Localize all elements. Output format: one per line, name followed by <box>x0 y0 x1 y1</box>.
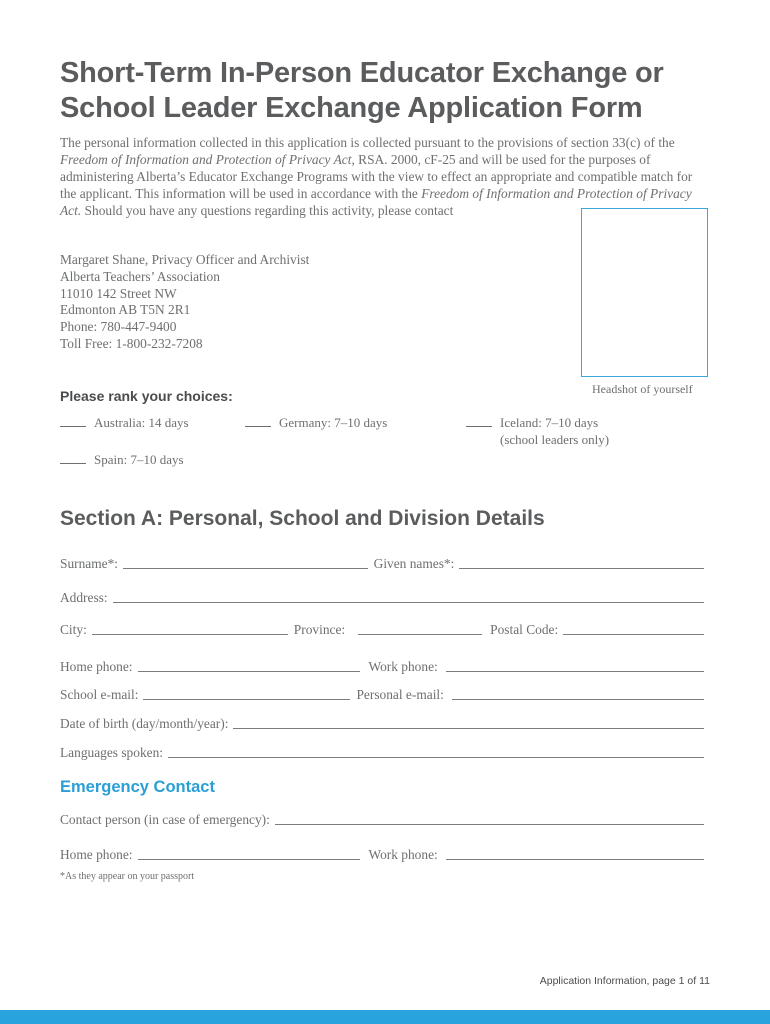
headshot-upload-box[interactable] <box>581 208 708 377</box>
province-label: Province: <box>293 622 346 637</box>
row-emails <box>60 687 704 703</box>
given-names-field[interactable] <box>459 567 704 569</box>
rank-blank-australia[interactable] <box>60 425 86 427</box>
contact-organization: Alberta Teachers’ Association <box>60 268 220 284</box>
postal-code-label: Postal Code: <box>490 622 559 637</box>
contact-phone: Phone: 780-447-9400 <box>60 319 177 335</box>
privacy-notice-text-3: Should you have any questions regarding this activity, please contact <box>81 203 454 218</box>
emergency-contact-heading: Emergency Contact <box>60 778 215 796</box>
contact-tollfree: Toll Free: 1-800-232-7208 <box>60 335 203 351</box>
rank-blank-spain[interactable] <box>60 462 86 464</box>
emergency-home-phone-label: Home phone: <box>60 847 133 862</box>
choice-label-iceland: Iceland: 7–10 days <box>500 415 599 430</box>
surname-field[interactable] <box>123 567 368 569</box>
rank-choices-heading: Please rank your choices: <box>60 388 233 404</box>
rank-blank-germany[interactable] <box>245 425 271 427</box>
page-footer: Application Information, page 1 of 11 <box>539 975 710 987</box>
rank-blank-iceland[interactable] <box>466 425 492 427</box>
choice-germany <box>245 414 387 431</box>
row-languages <box>60 745 704 761</box>
passport-footnote: *As they appear on your passport <box>60 871 195 882</box>
contact-city: Edmonton AB T5N 2R1 <box>60 302 191 318</box>
personal-email-field[interactable] <box>452 698 704 700</box>
choice-spain <box>60 451 184 468</box>
emergency-work-phone-field[interactable] <box>446 858 704 860</box>
postal-code-field[interactable] <box>563 633 704 635</box>
row-phones <box>60 659 704 675</box>
school-email-field[interactable] <box>143 698 350 700</box>
home-phone-field[interactable] <box>138 670 360 672</box>
choice-label-australia: Australia: 14 days <box>94 415 189 430</box>
choice-iceland <box>466 414 609 448</box>
choice-label-germany: Germany: 7–10 days <box>279 415 388 430</box>
row-address <box>60 590 704 606</box>
row-emergency-contact <box>60 812 704 828</box>
city-field[interactable] <box>92 633 288 635</box>
row-surname-given <box>60 556 704 572</box>
contact-name: Margaret Shane, Privacy Officer and Archivist <box>60 252 310 267</box>
personal-email-label: Personal e-mail: <box>356 687 444 702</box>
surname-label: Surname*: <box>60 556 119 571</box>
row-emergency-phones <box>60 847 704 863</box>
form-title-line-2: School Leader Exchange Application Form <box>60 92 643 124</box>
bottom-accent-bar <box>0 1010 770 1024</box>
dob-label: Date of birth (day/month/year): <box>60 716 229 731</box>
province-field[interactable] <box>358 633 482 635</box>
row-dob <box>60 716 704 732</box>
languages-field[interactable] <box>168 756 704 758</box>
home-phone-label: Home phone: <box>60 659 133 674</box>
row-city-province-postal <box>60 622 704 638</box>
choice-australia <box>60 414 189 431</box>
privacy-notice-text-2: , RSA. 2000, cF-25 and will be used for the purposes of administering Alberta’s Educator Exchange Programs with the view to effect an appropriate and compatible match for the applicant. This information will be used in accordance with the <box>60 152 693 201</box>
given-names-label: Given names*: <box>373 556 455 571</box>
form-title-line-1: Short-Term In-Person Educator Exchange or <box>60 57 664 89</box>
privacy-act-name-1: Freedom of Information and Protection of Privacy Act <box>60 152 352 167</box>
emergency-home-phone-field[interactable] <box>138 858 360 860</box>
emergency-contact-label: Contact person (in case of emergency): <box>60 812 270 827</box>
privacy-notice <box>60 134 710 219</box>
section-a-title: Section A: Personal, School and Division Details <box>60 507 545 530</box>
emergency-work-phone-label: Work phone: <box>368 847 438 862</box>
dob-field[interactable] <box>233 727 704 729</box>
choice-note-iceland: (school leaders only) <box>500 432 610 447</box>
privacy-contact-address <box>60 252 309 353</box>
city-label: City: <box>60 622 87 637</box>
emergency-contact-field[interactable] <box>275 823 704 825</box>
privacy-notice-text-1: The personal information collected in this application is collected pursuant to the provisions of section 33(c) of the <box>60 135 675 150</box>
contact-street: 11010 142 Street NW <box>60 285 177 301</box>
work-phone-field[interactable] <box>446 670 704 672</box>
privacy-act-name-2: Freedom of Information and Protection of Privacy Act. <box>60 186 692 218</box>
address-label: Address: <box>60 590 108 605</box>
form-title <box>60 56 740 126</box>
choice-label-spain: Spain: 7–10 days <box>94 452 184 467</box>
school-email-label: School e-mail: <box>60 687 139 702</box>
headshot-caption: Headshot of yourself <box>592 382 693 396</box>
languages-label: Languages spoken: <box>60 745 164 760</box>
address-field[interactable] <box>113 601 704 603</box>
work-phone-label: Work phone: <box>368 659 438 674</box>
